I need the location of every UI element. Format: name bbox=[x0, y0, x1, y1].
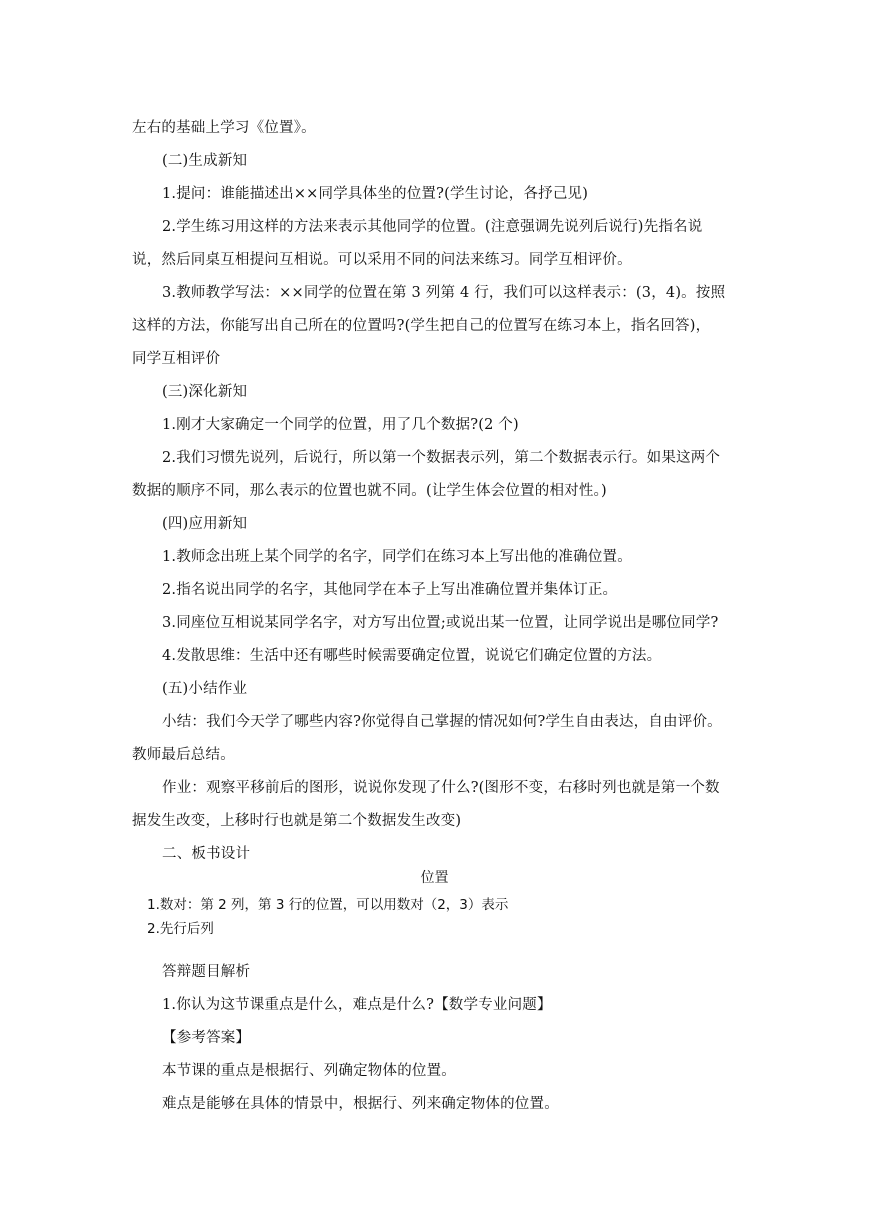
paragraph-line: 说，然后同桌互相提问互相说。可以采用不同的问法来练习。同学互相评价。 bbox=[132, 252, 632, 268]
reference-answer-label: 【参考答案】 bbox=[162, 1030, 251, 1046]
board-line-2: 2.先行后列 bbox=[147, 921, 214, 937]
paragraph-line: 同学互相评价 bbox=[132, 351, 221, 367]
paragraph-line: 2.指名说出同学的名字，其他同学在本子上写出准确位置并集体订正。 bbox=[162, 582, 618, 598]
paragraph-line: 1.教师念出班上某个同学的名字，同学们在练习本上写出他的准确位置。 bbox=[162, 549, 632, 565]
paragraph-line: 4.发散思维：生活中还有哪些时候需要确定位置，说说它们确定位置的方法。 bbox=[162, 648, 662, 664]
board-title: 位置 bbox=[420, 870, 449, 886]
analysis-heading: 答辩题目解析 bbox=[162, 964, 251, 980]
paragraph-line: 小结：我们今天学了哪些内容?你觉得自己掌握的情况如何?学生自由表达，自由评价。 bbox=[162, 714, 722, 730]
paragraph-line: 左右的基础上学习《位置》。 bbox=[132, 120, 316, 136]
paragraph-line: 难点是能够在具体的情景中，根据行、列来确定物体的位置。 bbox=[162, 1096, 559, 1112]
section-heading-3: (三)深化新知 bbox=[162, 384, 248, 400]
paragraph-line: 1.你认为这节课重点是什么，难点是什么?【数学专业问题】 bbox=[162, 997, 552, 1013]
paragraph-line: 2.我们习惯先说列，后说行，所以第一个数据表示列，第二个数据表示行。如果这两个 bbox=[162, 450, 721, 466]
paragraph-line: 数据的顺序不同，那么表示的位置也就不同。(让学生体会位置的相对性。) bbox=[132, 483, 607, 499]
paragraph-line: 1.提问：谁能描述出××同学具体坐的位置?(学生讨论，各抒己见) bbox=[162, 186, 589, 202]
paragraph-line: 3.教师教学写法：××同学的位置在第 3 列第 4 行，我们可以这样表示：(3，4)。按照 bbox=[162, 285, 726, 301]
paragraph-line: 3.同座位互相说某同学名字，对方写出位置;或说出某一位置，让同学说出是哪位同学? bbox=[162, 615, 719, 631]
board-line-1: 1.数对：第 2 列，第 3 行的位置，可以用数对（2，3）表示 bbox=[147, 897, 509, 913]
section-heading-2: (二)生成新知 bbox=[162, 153, 248, 169]
paragraph-line: 本节课的重点是根据行、列确定物体的位置。 bbox=[162, 1063, 456, 1079]
section-heading-board: 二、板书设计 bbox=[162, 846, 251, 862]
paragraph-line: 这样的方法，你能写出自己所在的位置吗?(学生把自己的位置写在练习本上，指名回答)， bbox=[132, 318, 711, 334]
paragraph-line: 作业：观察平移前后的图形，说说你发现了什么?(图形不变，右移时列也就是第一个数 bbox=[162, 780, 720, 796]
section-heading-5: (五)小结作业 bbox=[162, 681, 248, 697]
paragraph-line: 2.学生练习用这样的方法来表示其他同学的位置。(注意强调先说列后说行)先指名说 bbox=[162, 219, 703, 235]
section-heading-4: (四)应用新知 bbox=[162, 516, 248, 532]
paragraph-line: 据发生改变，上移时行也就是第二个数据发生改变) bbox=[132, 813, 462, 829]
paragraph-line: 1.刚才大家确定一个同学的位置，用了几个数据?(2 个) bbox=[162, 417, 519, 433]
paragraph-line: 教师最后总结。 bbox=[132, 747, 235, 763]
